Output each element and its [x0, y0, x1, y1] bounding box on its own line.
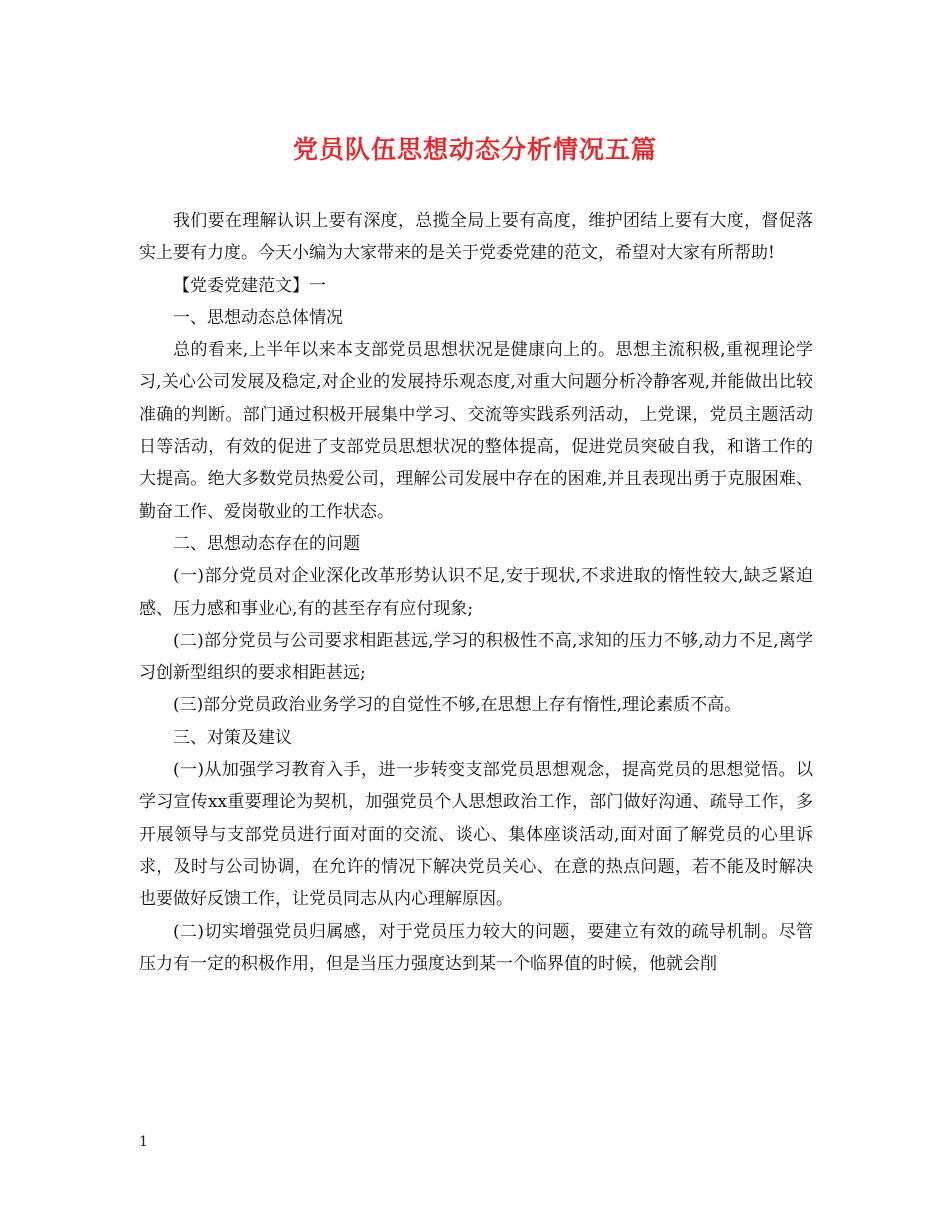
section-heading-problems: 二、思想动态存在的问题 [173, 533, 360, 554]
paragraph-measure-two: (二)切实增强党员归属感，对于党员压力较大的问题，要建立有效的疏导机制。尽管压力有一定的积极作用，但是当压力强度达到某一个临界值的时候，他就会削 [139, 921, 813, 974]
paragraph-problem-one: (一)部分党员对企业深化改革形势认识不足,安于现状,不求进取的惰性较大,缺乏紧迫感、压力感和事业心,有的甚至存有应付现象; [139, 566, 813, 619]
paragraph-overall-situation: 总的看来,上半年以来本支部党员思想状况是健康向上的。思想主流积极,重视理论学习,关心公司发展及稳定,对企业的发展持乐观态度,对重大问题分析冷静客观,并能做出比较准确的判断。部门通过积极开展集中学习、交流等实践系列活动，上党课，党员主题活动日等活动，有效的促进了支部党员思想状况的整体提高，促进党员突破自我，和谐工作的大提高。绝大多数党员热爱公司，理解公司发展中存在的困难,并且表现出勇于克服困难、勤奋工作、爱岗敬业的工作状态。 [139, 340, 813, 522]
section-heading-overall: 一、思想动态总体情况 [173, 307, 343, 328]
page-number: 1 [139, 1134, 148, 1150]
document-body [139, 205, 813, 980]
intro-paragraph: 我们要在理解认识上要有深度，总揽全局上要有高度，维护团结上要有大度，督促落实上要有力度。今天小编为大家带来的是关于党委党建的范文，希望对大家有所帮助! [139, 211, 813, 264]
section-heading-measures: 三、对策及建议 [173, 727, 292, 748]
document-title: 党员队伍思想动态分析情况五篇 [292, 135, 657, 164]
section-heading-essay-one: 【党委党建范文】一 [173, 275, 326, 296]
paragraph-problem-two: (二)部分党员与公司要求相距甚远,学习的积极性不高,求知的压力不够,动力不足,离学习创新型组织的要求相距甚远; [139, 630, 813, 684]
paragraph-problem-three: (三)部分党员政治业务学习的自觉性不够,在思想上存有惰性,理论素质不高。 [173, 695, 742, 716]
paragraph-measure-one: (一)从加强学习教育入手，进一步转变支部党员思想观念，提高党员的思想觉悟。以学习宣传xx重要理论为契机，加强党员个人思想政治工作，部门做好沟通、疏导工作，多开展领导与支部党员进行面对面的交流、谈心、集体座谈活动,面对面了解党员的心里诉求，及时与公司协调，在允许的情况下解决党员关心、在意的热点问题，若不能及时解决也要做好反馈工作，让党员同志从内心理解原因。 [139, 760, 813, 910]
